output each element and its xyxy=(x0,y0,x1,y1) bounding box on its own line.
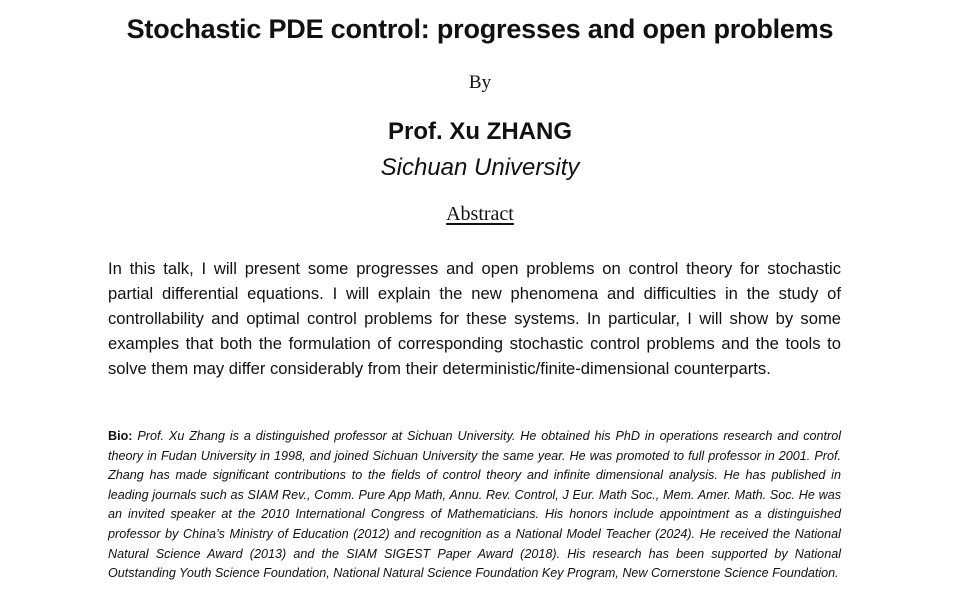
bio-label: Bio: xyxy=(108,429,133,443)
abstract-body: In this talk, I will present some progresses and open problems on control theory for stochastic partial differential equations. I will explain the new phenomena and difficulties in the study of controllability and optimal control problems for these systems. In particular, I will show by some examples that both the formulation of corresponding stochastic control problems and the tools to solve them may differ considerably from their deterministic/finite-dimensional counterparts. xyxy=(108,259,841,378)
talk-title: Stochastic PDE control: progresses and open problems xyxy=(126,14,834,44)
bio-text: Prof. Xu Zhang is a distinguished professor at Sichuan University. He obtained his PhD in operations research and control theory in Fudan University in 1998, and joined Sichuan University the same year. He was promoted to full professor in 2001. Prof. Zhang has made significant contributions to the fields of control theory and infinite dimensional analysis. He has published in leading journals such as SIAM Rev., Comm. Pure App Math, Annu. Rev. Control, J Eur. Math Soc., Mem. Amer. Math. Soc. He was an invited speaker at the 2010 International Congress of Mathematicians. His honors include appointment as a distinguished professor by China’s Ministry of Education (2012) and recognition as a National Model Teacher (2024). He received the National Natural Science Award (2013) and the SIAM SIGEST Paper Award (2018). His research has been supported by National Outstanding Youth Science Foundation, National Natural Science Foundation Key Program, New Cornerstone Science Foundation. xyxy=(108,429,841,581)
abstract-heading: Abstract xyxy=(446,203,514,225)
by-line: By xyxy=(468,72,492,93)
bio-paragraph xyxy=(108,427,841,584)
speaker-name: Prof. Xu ZHANG xyxy=(388,118,572,145)
speaker-affiliation: Sichuan University xyxy=(380,154,580,181)
